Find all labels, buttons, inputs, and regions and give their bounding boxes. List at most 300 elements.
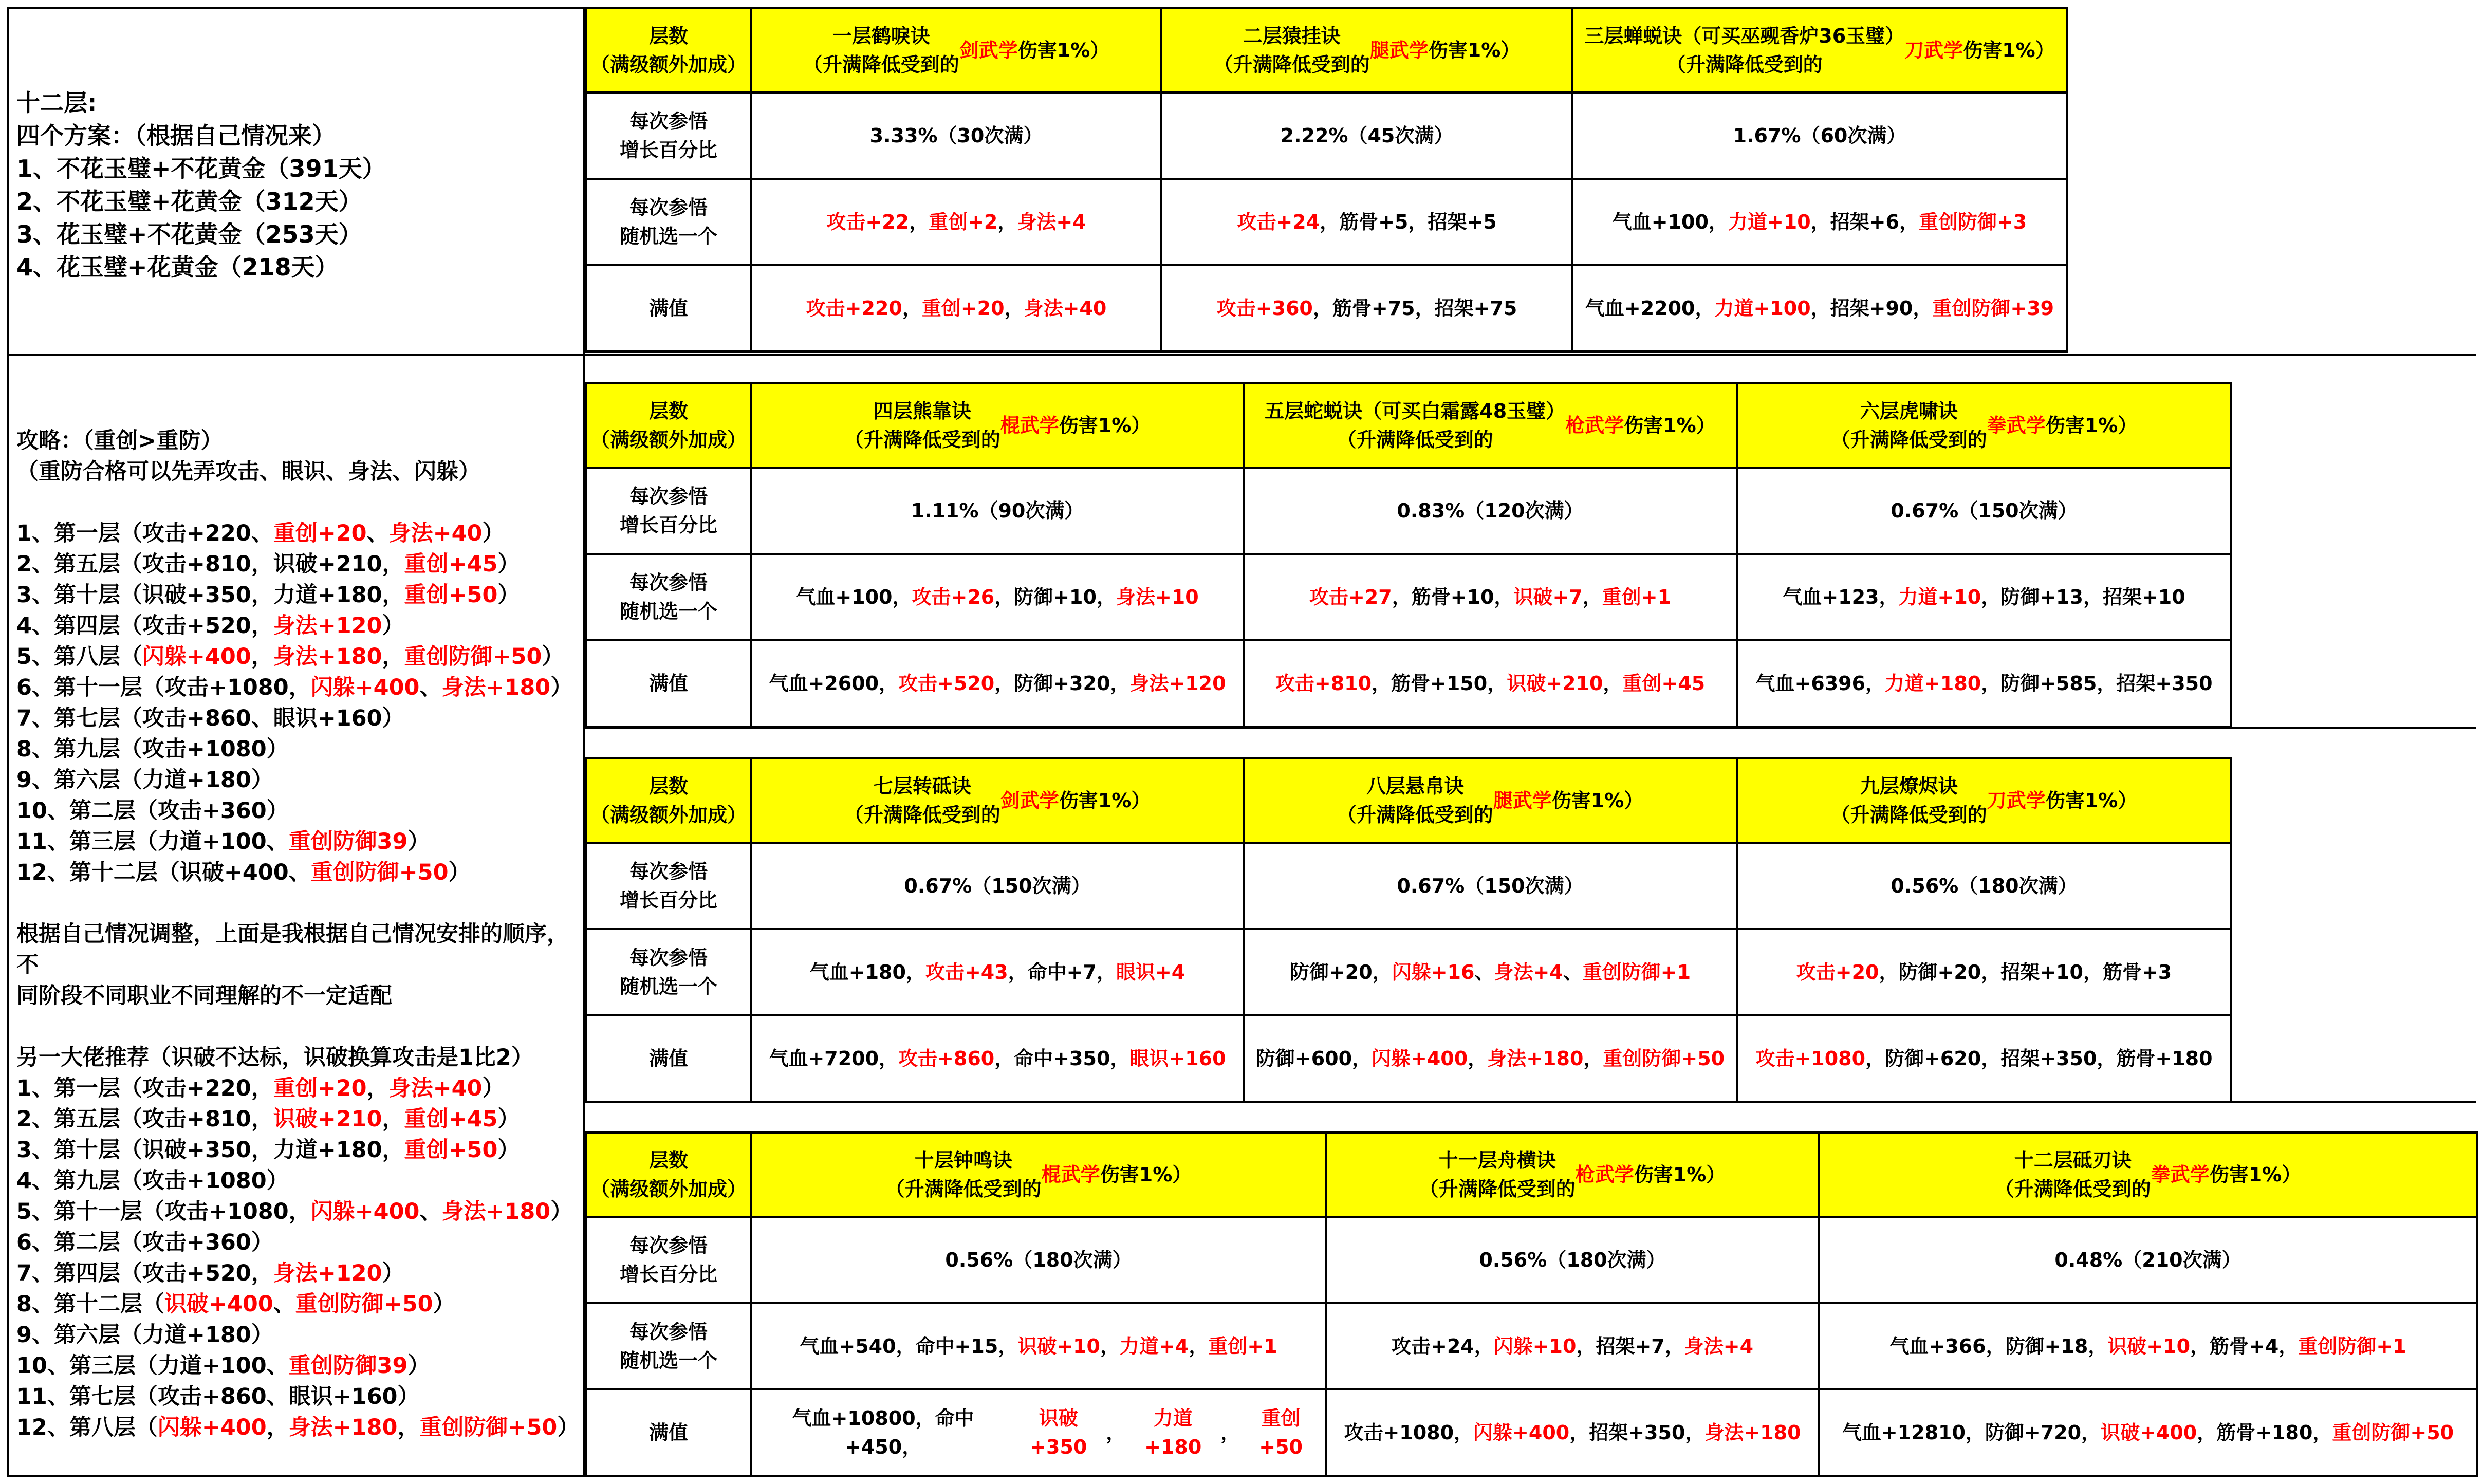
row-label — [587, 469, 752, 555]
highlight-text: 识破+210 — [1507, 672, 1603, 695]
text-run: 4、第四层（攻击+520， — [16, 613, 273, 639]
row-label — [587, 384, 752, 469]
highlight-text: 身法+120 — [273, 1260, 382, 1286]
highlight-text: 身法+180 — [441, 675, 551, 700]
note-line — [16, 1165, 582, 1196]
highlight-text: 重创防御39 — [288, 1353, 408, 1379]
text-run: 3、第十层（识破+350，力道+180， — [16, 582, 404, 608]
note-line — [16, 703, 582, 734]
highlight-text: 重创防御+50 — [295, 1291, 433, 1317]
highlight-text: 刀武学 — [1987, 789, 2046, 812]
highlight-text: 身法+180 — [441, 1199, 551, 1225]
layer-percent-cell — [1327, 1218, 1820, 1304]
row-label — [587, 641, 752, 728]
row-label — [587, 1016, 752, 1103]
highlight-text: 重创防御39 — [288, 829, 408, 855]
layer-title-cell — [1820, 1134, 2478, 1218]
text-run: 气血+540，命中+15， — [800, 1335, 1018, 1358]
layer-title-cell — [1573, 9, 2068, 94]
text-run: ） — [448, 860, 471, 885]
text-run: 三层蝉蜕诀（可买巫觋香炉36玉璧） （升满降低受到的 — [1584, 25, 1905, 76]
highlight-text: 攻击+24 — [1237, 211, 1320, 233]
text-run: 十二层砥刃诀 （升满降低受到的 — [1994, 1149, 2151, 1200]
text-run: ，筋骨+10， — [1392, 586, 1514, 608]
text-run: ， — [1583, 1047, 1603, 1070]
text-run: 9、第六层（力道+180） — [16, 1322, 273, 1348]
row-label — [587, 1218, 752, 1304]
note-line — [16, 487, 582, 518]
highlight-text: 重创+50 — [404, 582, 498, 608]
text-run: ） — [497, 582, 520, 608]
text-run: ，防御+585，招架+350 — [1981, 672, 2213, 695]
layer-max-cell — [752, 641, 1245, 728]
text-run: 气血+180， — [809, 961, 925, 984]
text-run: ，招架+6， — [1810, 211, 1919, 233]
highlight-text: 棍武学 — [1000, 414, 1059, 437]
text-run: 每次参悟 增长百分比 — [619, 110, 717, 161]
layer-random-cell — [1573, 180, 2068, 266]
note-line — [16, 1011, 582, 1042]
table-separator-line — [585, 354, 2476, 356]
highlight-text: 身法+120 — [273, 613, 382, 639]
strategy-note — [16, 425, 582, 1443]
highlight-text: 重创+45 — [404, 551, 498, 577]
highlight-text: 识破+400 — [2101, 1421, 2197, 1444]
text-run: 、 — [1474, 961, 1494, 984]
highlight-text: 身法+10 — [1116, 586, 1199, 608]
note-line — [16, 765, 582, 795]
text-run: ，防御+620，招架+350，筋骨+180 — [1865, 1047, 2213, 1070]
text-run: 每次参悟 增长百分比 — [619, 485, 717, 536]
text-run: ，招架+350， — [1569, 1421, 1705, 1444]
text-run: ，命中+7， — [1008, 961, 1116, 984]
layer-table — [585, 382, 2232, 728]
text-run: ） — [382, 613, 404, 639]
text-run: 伤害1%） — [1059, 414, 1151, 437]
text-run: 气血+100， — [796, 586, 912, 608]
text-run: ， — [997, 211, 1017, 233]
highlight-text: 枪武学 — [1575, 1163, 1634, 1186]
layer-table — [585, 7, 2068, 353]
highlight-text: 刀武学 — [1904, 39, 1963, 62]
highlight-text: 闪躲+16 — [1392, 961, 1475, 984]
note-line — [16, 86, 386, 119]
text-run: 、 — [419, 675, 442, 700]
highlight-text: 重创+50 — [404, 1137, 498, 1163]
note-line — [16, 1289, 582, 1320]
text-run: 、 — [366, 521, 389, 546]
text-run: ，招架+7， — [1576, 1335, 1684, 1358]
text-run: ， — [382, 1106, 404, 1132]
layer-random-cell — [1738, 555, 2232, 641]
text-run: 2、第五层（攻击+810，识破+210， — [16, 551, 404, 577]
highlight-text: 重创防御+1 — [1582, 961, 1691, 984]
text-run: ， — [1106, 1421, 1126, 1444]
text-run: ， — [1603, 672, 1623, 695]
highlight-text: 识破+350 — [1030, 1407, 1087, 1458]
text-run: 0.67%（150次满） — [904, 875, 1091, 897]
note-line — [16, 1135, 582, 1165]
text-run: 气血+123， — [1783, 586, 1899, 608]
highlight-text: 闪躲+400 — [310, 1199, 420, 1225]
layer-table — [585, 757, 2232, 1103]
highlight-text: 重创防御+50 — [1603, 1047, 1725, 1070]
text-run: 层数 （满级额外加成） — [590, 25, 747, 76]
text-run: ，筋骨+5，招架+5 — [1320, 211, 1497, 233]
highlight-text: 重创+20 — [273, 1075, 367, 1101]
text-run: 另一大佬推荐（识破不达标，识破换算攻击是1比2） — [16, 1045, 533, 1070]
layer-max-cell — [1820, 1390, 2478, 1477]
text-run: 0.67%（150次满） — [1891, 499, 2078, 522]
text-run: 1.67%（60次满） — [1733, 124, 1906, 147]
left-notes-panel — [7, 7, 585, 1477]
row-label — [587, 9, 752, 94]
text-run: （重防合格可以先弄攻击、眼识、身法、闪躲） — [16, 459, 480, 485]
text-run: ， — [266, 1415, 289, 1440]
highlight-text: 攻击+22 — [826, 211, 910, 233]
note-line — [16, 1227, 582, 1258]
text-run: ） — [482, 521, 505, 546]
text-run: 伤害1%） — [1017, 39, 1110, 62]
text-run: ，筋骨+180， — [2197, 1421, 2332, 1444]
highlight-text: 重创+1 — [1602, 586, 1672, 608]
highlight-text: 身法+180 — [273, 644, 382, 670]
text-run: 1、不花玉璧+不花黄金（391天） — [16, 155, 386, 182]
text-run: 0.56%（180次满） — [1891, 875, 2078, 897]
text-run: 五层蛇蜕诀（可买白霜露48玉璧） （升满降低受到的 — [1265, 400, 1566, 451]
layer-max-cell — [752, 1016, 1245, 1103]
highlight-text: 拳武学 — [1987, 414, 2046, 437]
text-run: 四个方案：（根据自己情况来） — [16, 122, 336, 150]
text-run: 根据自己情况调整，上面是我根据自己情况安排的顺序，不 — [16, 921, 569, 978]
note-line — [16, 1073, 582, 1104]
layer-percent-cell — [1738, 469, 2232, 555]
text-run: 5、第十一层（攻击+1080， — [16, 1199, 311, 1225]
layer-percent-cell — [1245, 469, 1738, 555]
layer-title-cell — [752, 759, 1245, 844]
note-line — [16, 456, 582, 487]
layer-random-cell — [1738, 930, 2232, 1016]
note-line — [16, 672, 582, 703]
text-run: 3.33%（30次满） — [869, 124, 1043, 147]
text-run: 气血+2600， — [769, 672, 899, 695]
highlight-text: 身法+120 — [1129, 672, 1226, 695]
highlight-text: 攻击+26 — [912, 586, 995, 608]
note-line — [16, 980, 582, 1011]
text-run: ） — [482, 1075, 505, 1101]
highlight-text: 闪躲+400 — [1372, 1047, 1468, 1070]
text-run: ） — [497, 1137, 520, 1163]
text-run: 八层悬帛诀 （升满降低受到的 — [1337, 775, 1493, 826]
note-line — [16, 218, 386, 251]
highlight-text: 力道+180 — [1885, 672, 1981, 695]
layer-percent-cell — [1820, 1218, 2478, 1304]
text-run: 0.56%（180次满） — [1479, 1249, 1666, 1271]
highlight-text: 力道+10 — [1728, 211, 1811, 233]
highlight-text: 识破+210 — [273, 1106, 382, 1132]
text-run: ，命中+350， — [994, 1047, 1130, 1070]
layer-random-cell — [1245, 930, 1738, 1016]
highlight-text: 攻击+860 — [898, 1047, 995, 1070]
highlight-text: 攻击+20 — [1796, 961, 1879, 984]
highlight-text: 重创防御+50 — [404, 644, 542, 670]
text-run: 7、第四层（攻击+520， — [16, 1260, 273, 1286]
highlight-text: 剑武学 — [1000, 789, 1059, 812]
layer-title-cell — [1245, 759, 1738, 844]
left-divider — [9, 354, 583, 356]
note-line — [16, 734, 582, 765]
text-run: ，筋骨+75，招架+75 — [1312, 297, 1517, 320]
text-run: 攻击+24， — [1391, 1335, 1494, 1358]
highlight-text: 攻击+220 — [806, 297, 902, 320]
highlight-text: 棍武学 — [1041, 1163, 1100, 1186]
layer-random-cell — [752, 180, 1162, 266]
text-run: ， — [397, 1415, 420, 1440]
text-run: 十一层舟横诀 （升满降低受到的 — [1419, 1149, 1576, 1200]
text-run: 一层鹤唳诀 （升满降低受到的 — [803, 25, 959, 76]
note-line — [16, 1412, 582, 1443]
highlight-text: 重创防御+50 — [310, 860, 449, 885]
note-line — [16, 1042, 582, 1073]
highlight-text: 重创防御+1 — [2298, 1335, 2406, 1358]
layer-max-cell — [1327, 1390, 1820, 1477]
text-run: 气血+2200， — [1585, 297, 1715, 320]
note-line — [16, 919, 582, 980]
text-run: ， — [1220, 1421, 1240, 1444]
text-run: 0.67%（150次满） — [1397, 875, 1584, 897]
text-run: 伤害1%） — [1059, 789, 1151, 812]
note-line — [16, 610, 582, 641]
text-run: ） — [550, 1199, 573, 1225]
layer-title-cell — [752, 9, 1162, 94]
note-line — [16, 152, 386, 185]
text-run: 伤害1%） — [2209, 1163, 2302, 1186]
text-run: 气血+100， — [1612, 211, 1728, 233]
highlight-text: 攻击+43 — [925, 961, 1008, 984]
text-run: ，防御+320， — [994, 672, 1130, 695]
text-run: 每次参悟 随机选一个 — [619, 1321, 717, 1372]
row-label — [587, 1134, 752, 1218]
layer-table — [585, 1131, 2478, 1477]
text-run: 防御+20， — [1289, 961, 1392, 984]
highlight-text: 攻击+1080 — [1755, 1047, 1866, 1070]
text-run: 十二层: — [16, 89, 97, 117]
text-run: ） — [407, 1353, 430, 1379]
layer-max-cell — [1245, 641, 1738, 728]
text-run: 四层熊靠诀 （升满降低受到的 — [844, 400, 1000, 451]
highlight-text: 重创防御+3 — [1918, 211, 2027, 233]
layer-random-cell — [1245, 555, 1738, 641]
text-run: 七层转砥诀 （升满降低受到的 — [844, 775, 1000, 826]
highlight-text: 重创+20 — [273, 521, 367, 546]
highlight-text: 重创防御+50 — [419, 1415, 558, 1440]
highlight-text: 闪躲+400 — [142, 644, 251, 670]
highlight-text: 力道+180 — [1144, 1407, 1202, 1458]
layer-percent-cell — [752, 1218, 1327, 1304]
text-run: 二层猿挂诀 （升满降低受到的 — [1213, 25, 1370, 76]
text-run: 十层钟鸣诀 （升满降低受到的 — [885, 1149, 1042, 1200]
highlight-text: 识破+10 — [1017, 1335, 1101, 1358]
text-run: 、 — [1563, 961, 1583, 984]
note-line — [16, 888, 582, 919]
highlight-text: 攻击+520 — [898, 672, 995, 695]
highlight-text: 闪躲+400 — [1473, 1421, 1570, 1444]
text-run: 、 — [419, 1199, 442, 1225]
highlight-text: 闪躲+400 — [310, 675, 420, 700]
highlight-text: 攻击+810 — [1275, 672, 1372, 695]
text-run: 攻略：（重创>重防） — [16, 428, 223, 454]
note-line — [16, 1258, 582, 1289]
highlight-text: 身法+180 — [1487, 1047, 1584, 1070]
text-run: 防御+600， — [1255, 1047, 1372, 1070]
text-run: ，招架+90， — [1810, 297, 1933, 320]
text-run: 气血+7200， — [769, 1047, 899, 1070]
text-run: 0.83%（120次满） — [1397, 499, 1584, 522]
highlight-text: 重创+1 — [1208, 1335, 1277, 1358]
layer-percent-cell — [752, 469, 1245, 555]
layer-max-cell — [1573, 266, 2068, 353]
text-run: ，防御+13，招架+10 — [1981, 586, 2185, 608]
text-run: 8、第九层（攻击+1080） — [16, 736, 289, 762]
highlight-text: 腿武学 — [1369, 39, 1429, 62]
text-run: 7、第七层（攻击+860、眼识+160） — [16, 706, 404, 731]
layer-random-cell — [752, 1304, 1327, 1390]
note-line — [16, 518, 582, 549]
row-label — [587, 1304, 752, 1390]
layer-title-cell — [1738, 384, 2232, 469]
row-label — [587, 266, 752, 353]
highlight-text: 身法+40 — [388, 521, 483, 546]
text-run: 5、第八层（ — [16, 644, 142, 670]
text-run: 1、第一层（攻击+220、 — [16, 521, 273, 546]
text-run: ） — [433, 1291, 455, 1317]
highlight-text: 重创+2 — [929, 211, 998, 233]
highlight-text: 重创+45 — [404, 1106, 498, 1132]
note-line — [16, 1381, 582, 1412]
text-run: 10、第三层（力道+100、 — [16, 1353, 289, 1379]
text-run: 伤害1%） — [1100, 1163, 1192, 1186]
text-run: 伤害1%） — [1963, 39, 2055, 62]
highlight-text: 重创+20 — [921, 297, 1005, 320]
highlight-text: 枪武学 — [1565, 414, 1624, 437]
text-run: 伤害1%） — [1551, 789, 1644, 812]
text-run: 每次参悟 随机选一个 — [619, 571, 717, 623]
text-run: 6、第十一层（攻击+1080， — [16, 675, 311, 700]
text-run: 12、第八层（ — [16, 1415, 158, 1440]
layer-max-cell — [1738, 1016, 2232, 1103]
highlight-text: 重创+45 — [1622, 672, 1706, 695]
highlight-text: 身法+4 — [1684, 1335, 1754, 1358]
text-run: 2.22%（45次满） — [1280, 124, 1454, 147]
text-run: 伤害1%） — [2045, 414, 2138, 437]
text-run: 8、第十二层（ — [16, 1291, 164, 1317]
text-run: ，防御+20，招架+10，筋骨+3 — [1879, 961, 2172, 984]
note-line — [16, 1320, 582, 1350]
text-run: 0.48%（210次满） — [2054, 1249, 2241, 1271]
text-run: ， — [1582, 586, 1602, 608]
text-run: ， — [382, 644, 404, 670]
note-line — [16, 251, 386, 284]
layer-title-cell — [1327, 1134, 1820, 1218]
text-run: 伤害1%） — [1428, 39, 1521, 62]
highlight-text: 眼识+4 — [1116, 961, 1185, 984]
text-run: 满值 — [648, 1421, 688, 1444]
text-run: 层数 （满级额外加成） — [590, 775, 747, 826]
highlight-text: 力道+10 — [1898, 586, 1981, 608]
text-run: ） — [407, 829, 430, 855]
text-run: 每次参悟 随机选一个 — [619, 947, 717, 998]
highlight-text: 重创+50 — [1259, 1407, 1303, 1458]
layer-random-cell — [1162, 180, 1573, 266]
text-run: ， — [1004, 297, 1024, 320]
highlight-text: 拳武学 — [2151, 1163, 2210, 1186]
text-run: 满值 — [648, 297, 688, 320]
text-run: 伤害1%） — [1634, 1163, 1726, 1186]
text-run: ，筋骨+150， — [1372, 672, 1507, 695]
row-label — [587, 844, 752, 930]
summary-note — [16, 86, 386, 284]
note-line — [16, 1350, 582, 1381]
layer-random-cell — [752, 930, 1245, 1016]
text-run: ） — [542, 644, 564, 670]
highlight-text: 识破+400 — [164, 1291, 273, 1317]
note-line — [16, 857, 582, 888]
text-run: 2、不花玉璧+花黄金（312天） — [16, 188, 362, 215]
highlight-text: 身法+4 — [1017, 211, 1086, 233]
row-label — [587, 555, 752, 641]
row-label — [587, 94, 752, 180]
text-run: ， — [909, 211, 929, 233]
highlight-text: 力道+100 — [1714, 297, 1811, 320]
text-run: 满值 — [648, 1047, 688, 1070]
text-run: 气血+12810，防御+720， — [1842, 1421, 2101, 1444]
text-run: 6、第二层（攻击+360） — [16, 1230, 273, 1255]
layer-random-cell — [1820, 1304, 2478, 1390]
note-line — [16, 795, 582, 826]
layer-max-cell — [1738, 641, 2232, 728]
highlight-text: 力道+4 — [1120, 1335, 1189, 1358]
text-run: 伤害1%） — [1624, 414, 1716, 437]
text-run: 11、第三层（力道+100、 — [16, 829, 289, 855]
text-run: 每次参悟 随机选一个 — [619, 196, 717, 248]
note-line — [16, 1104, 582, 1135]
text-run: 攻击+1080， — [1344, 1421, 1474, 1444]
text-run: ， — [902, 297, 922, 320]
text-run: 同阶段不同职业不同理解的不一定适配 — [16, 983, 392, 1009]
layer-percent-cell — [1162, 94, 1573, 180]
text-run: 2、第五层（攻击+810， — [16, 1106, 273, 1132]
text-run: 每次参悟 增长百分比 — [619, 1234, 717, 1286]
text-run: ， — [366, 1075, 389, 1101]
text-run: ， — [1100, 1335, 1120, 1358]
highlight-text: 识破+7 — [1513, 586, 1583, 608]
text-run: 六层虎啸诀 （升满降低受到的 — [1830, 400, 1987, 451]
text-run: 层数 （满级额外加成） — [590, 400, 747, 451]
text-run: ） — [497, 551, 520, 577]
row-label — [587, 180, 752, 266]
text-run: ， — [1468, 1047, 1488, 1070]
text-run: 9、第六层（力道+180） — [16, 767, 273, 793]
row-label — [587, 930, 752, 1016]
text-run: ） — [557, 1415, 580, 1440]
highlight-text: 闪躲+10 — [1493, 1335, 1577, 1358]
row-label — [587, 1390, 752, 1477]
highlight-text: 身法+180 — [1704, 1421, 1801, 1444]
text-run: 4、第九层（攻击+1080） — [16, 1168, 289, 1194]
highlight-text: 身法+4 — [1494, 961, 1563, 984]
highlight-text: 重创防御+39 — [1932, 297, 2054, 320]
layer-max-cell — [752, 266, 1162, 353]
